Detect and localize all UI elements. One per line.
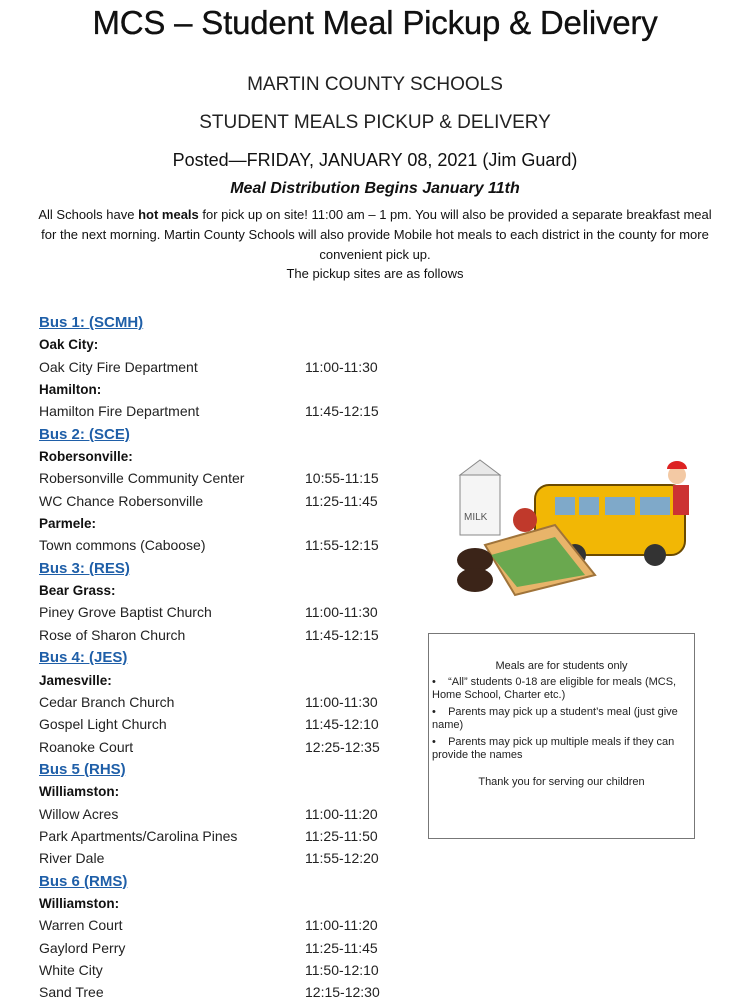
site-name: Sand Tree: [39, 984, 104, 1001]
pickup-time: 11:45-12:10: [305, 716, 379, 733]
town-label: Williamston:: [39, 895, 120, 911]
town-label: Robersonville:: [39, 449, 133, 465]
pickup-site-row: [39, 825, 399, 847]
pickup-site-list: [39, 311, 399, 1004]
site-name: White City: [39, 961, 103, 978]
intro-text: All Schools have: [38, 207, 139, 222]
pickup-time: 11:00-11:30: [305, 358, 378, 375]
town-heading: [39, 378, 399, 400]
notice-heading: Meals are for students only: [495, 660, 628, 672]
intro-bold: hot meals: [138, 207, 199, 222]
pickup-site-row: [39, 400, 399, 422]
bus-route-heading: [39, 557, 399, 579]
milk-label: MILK: [464, 512, 488, 523]
town-heading: [39, 669, 399, 691]
bus-label: Bus 2: (SCE): [39, 425, 130, 443]
sites-intro: The pickup sites are as follows: [286, 266, 464, 281]
pickup-site-row: [39, 467, 399, 489]
pickup-time: 11:25-11:45: [305, 939, 378, 956]
notice-thanks: Thank you for serving our children: [478, 776, 645, 788]
bus-label: Bus 3: (RES): [39, 559, 130, 577]
bus-route-heading: [39, 311, 399, 333]
pickup-time: 11:45-12:15: [305, 626, 379, 643]
notice-bullet: • “All” students 0-18 are eligible for meals (MCS, Home School, Charter etc.): [432, 676, 677, 701]
pickup-site-row: [39, 736, 399, 758]
notice-bullet: • Parents may pick up multiple meals if they can provide the names: [432, 736, 675, 761]
bus-label: Bus 5 (RHS): [39, 760, 126, 778]
pickup-time: 11:25-11:50: [305, 827, 378, 844]
site-name: Willow Acres: [39, 805, 119, 822]
pickup-site-row: [39, 601, 399, 623]
intro-paragraph: [35, 205, 715, 265]
town-heading: [39, 333, 399, 355]
post-title: MCS – Student Meal Pickup & Delivery: [92, 4, 658, 41]
pickup-site-row: [39, 847, 399, 869]
pickup-site-row: [39, 534, 399, 556]
town-heading: [39, 445, 399, 467]
notice-bullet: • Parents may pick up a student’s meal (just give name): [432, 706, 678, 731]
town-heading: [39, 892, 399, 914]
site-name: Hamilton Fire Department: [39, 403, 200, 420]
org-heading: MARTIN COUNTY SCHOOLS: [247, 74, 503, 95]
pickup-site-row: [39, 624, 399, 646]
pickup-site-row: [39, 937, 399, 959]
town-label: Parmele:: [39, 516, 97, 532]
site-name: Cedar Branch Church: [39, 693, 175, 710]
bus-route-heading: [39, 423, 399, 445]
bus-route-heading: [39, 758, 399, 780]
pickup-time: 10:55-11:15: [305, 470, 379, 487]
pickup-site-row: [39, 356, 399, 378]
pickup-site-row: [39, 691, 399, 713]
pickup-site-row: [39, 803, 399, 825]
notice-box: [428, 633, 695, 839]
pickup-time: 11:00-11:20: [305, 917, 378, 934]
site-name: Park Apartments/Carolina Pines: [39, 827, 238, 844]
site-name: WC Chance Robersonville: [39, 492, 204, 509]
town-label: Williamston:: [39, 784, 120, 800]
site-name: Gospel Light Church: [39, 716, 167, 733]
site-name: Rose of Sharon Church: [39, 626, 186, 643]
notice-bullet-text: Parents may pick up multiple meals if they can provide the names: [432, 736, 675, 761]
site-name: River Dale: [39, 850, 105, 867]
pickup-site-row: [39, 981, 399, 1003]
pickup-time: 11:25-11:45: [305, 492, 378, 509]
site-name: Robersonville Community Center: [39, 470, 245, 487]
notice-bullet-text: “All” students 0-18 are eligible for meals (MCS, Home School, Charter etc.): [432, 676, 677, 701]
site-name: Roanoke Court: [39, 738, 134, 755]
meal-bus-illustration: [455, 455, 700, 605]
site-name: Warren Court: [39, 917, 123, 934]
intro-text-rest: for pick up on site! 11:00 am – 1 pm. You will also be provided a separate breakfast meal for the next morning. Martin County Schools will also provide Mobile hot meals to each district in the county for more convenient pick up.: [41, 207, 712, 262]
town-label: Oak City:: [39, 337, 99, 353]
town-heading: [39, 780, 399, 802]
pickup-time: 11:50-12:10: [305, 961, 379, 978]
bus-label: Bus 4: (JES): [39, 649, 128, 667]
town-label: Hamilton:: [39, 382, 102, 398]
pickup-time: 12:15-12:30: [305, 984, 380, 1001]
pickup-time: 11:00-11:30: [305, 604, 378, 621]
bus-label: Bus 6 (RMS): [39, 872, 128, 890]
bus-label: Bus 1: (SCMH): [39, 314, 144, 331]
pickup-site-row: [39, 713, 399, 735]
pickup-time: 11:55-12:20: [305, 850, 379, 867]
bus-route-heading: [39, 870, 399, 892]
town-heading: [39, 579, 399, 601]
pickup-site-row: [39, 959, 399, 981]
pickup-time: 11:55-12:15: [305, 537, 379, 554]
pickup-site-row: [39, 490, 399, 512]
posted-line: Posted—FRIDAY, JANUARY 08, 2021 (Jim Guard): [172, 150, 578, 170]
notice-bullet-text: Parents may pick up a student’s meal (just give name): [432, 706, 678, 731]
town-label: Bear Grass:: [39, 583, 116, 599]
town-label: Jamesville:: [39, 672, 112, 688]
site-name: Oak City Fire Department: [39, 358, 198, 375]
site-name: Town commons (Caboose): [39, 537, 206, 554]
distribution-heading: Meal Distribution Begins January 11th: [230, 180, 520, 197]
pickup-time: 12:25-12:35: [305, 738, 380, 755]
subtitle-heading: STUDENT MEALS PICKUP & DELIVERY: [199, 112, 551, 133]
pickup-time: 11:45-12:15: [305, 403, 379, 420]
pickup-time: 11:00-11:20: [305, 805, 378, 822]
site-name: Gaylord Perry: [39, 939, 126, 956]
pickup-site-row: [39, 914, 399, 936]
bus-route-heading: [39, 646, 399, 668]
pickup-time: 11:00-11:30: [305, 693, 378, 710]
post-title-bar: [0, 0, 750, 52]
town-heading: [39, 512, 399, 534]
site-name: Piney Grove Baptist Church: [39, 604, 212, 621]
